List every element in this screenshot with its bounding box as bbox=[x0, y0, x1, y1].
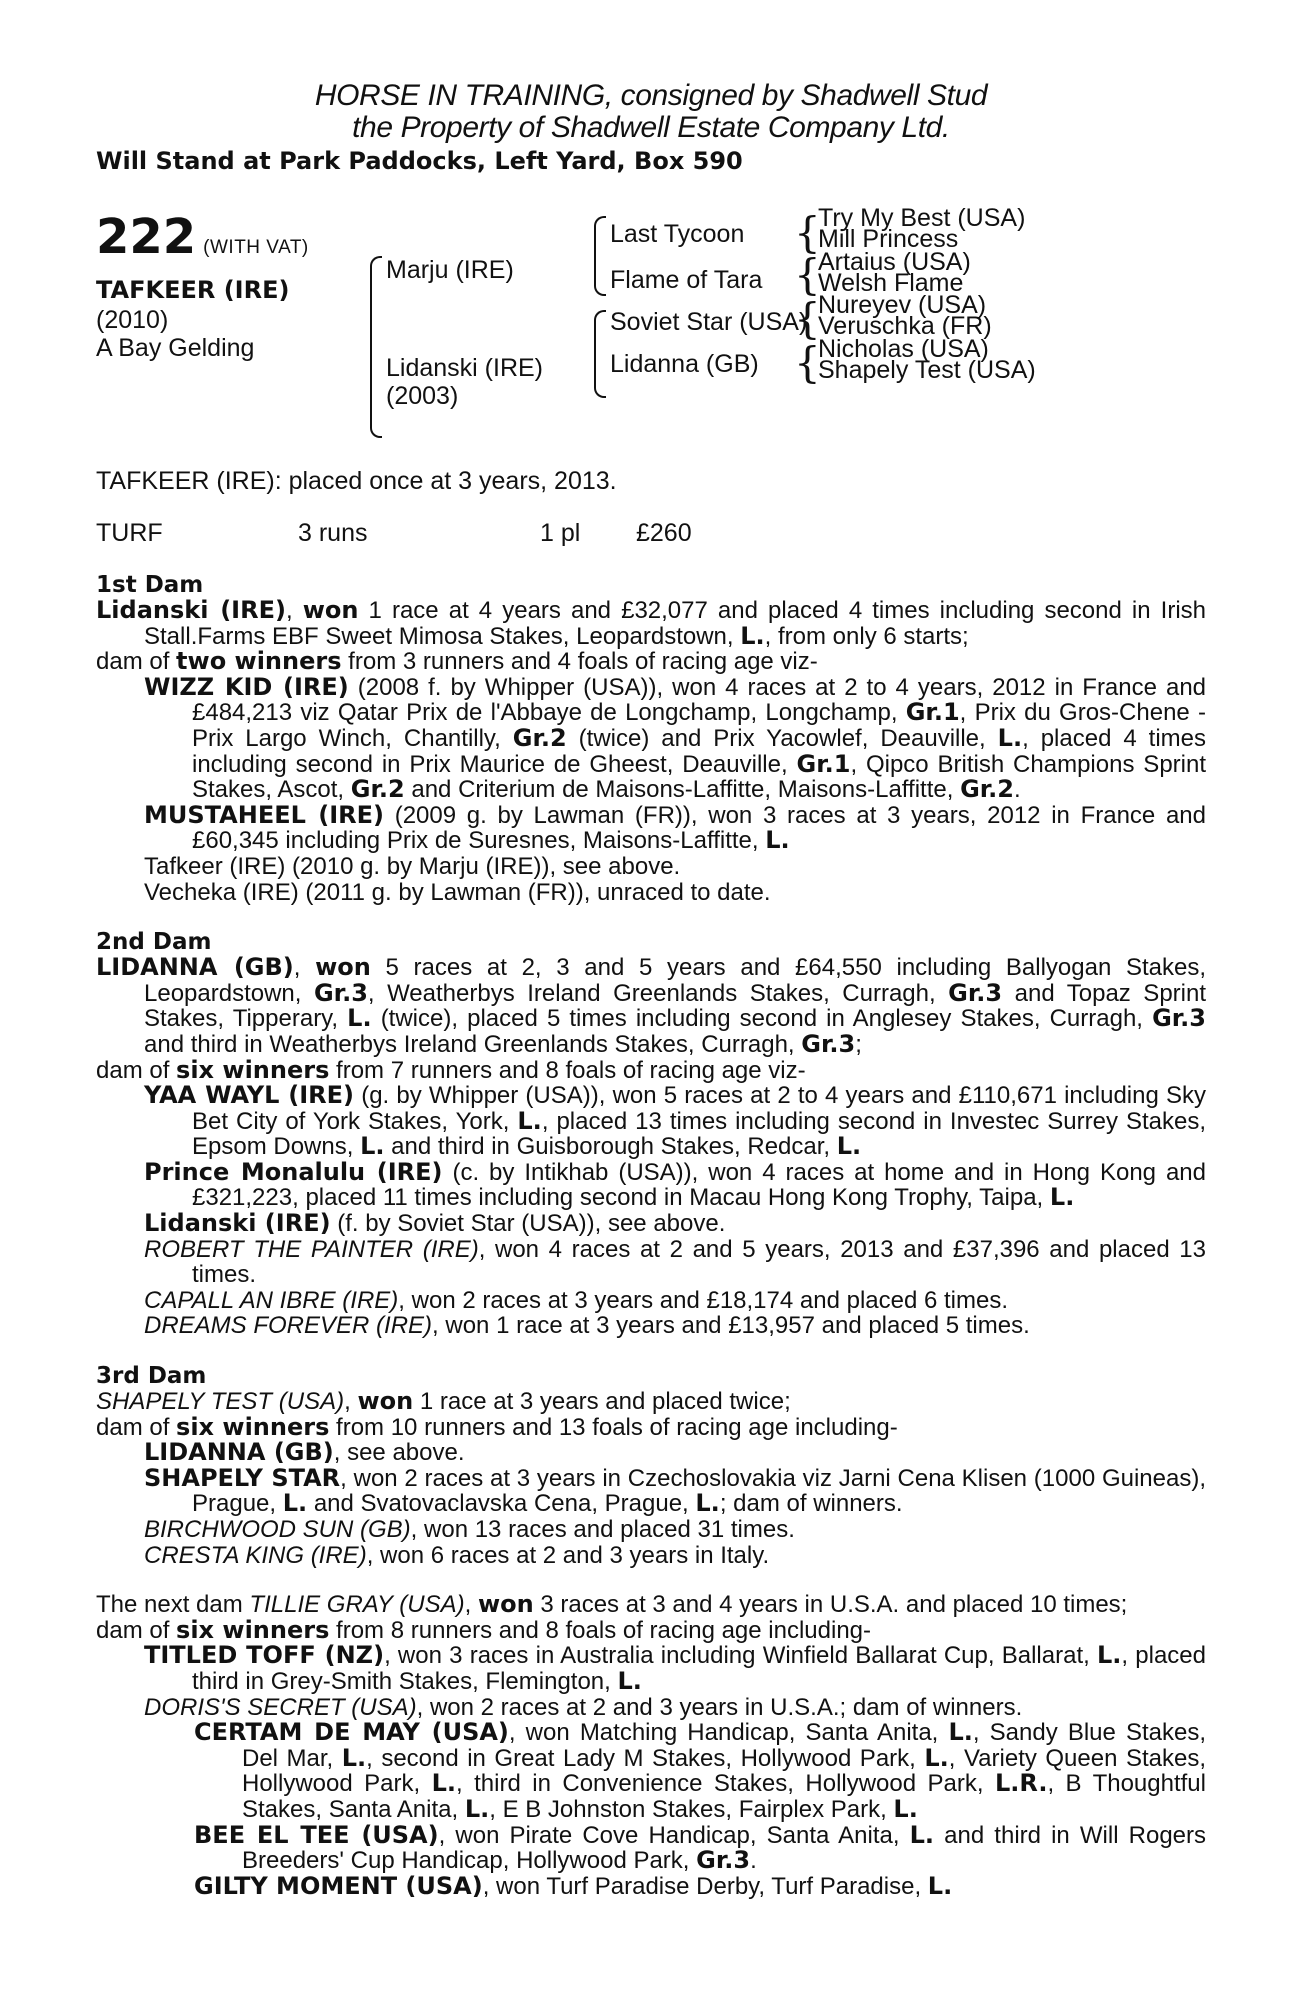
bold-text: LIDANNA (GB) bbox=[144, 1438, 334, 1467]
produce-entry bbox=[96, 1463, 1206, 1518]
bold-text: Gr.3 bbox=[696, 1846, 751, 1875]
text-run: and third in Will Rogers Breeders' Cup Handicap, Hollywood Park, bbox=[242, 1821, 1207, 1875]
bold-text: L. bbox=[909, 1820, 935, 1849]
bold-text: L. bbox=[765, 826, 790, 855]
text-run: , B Thoughtful Stakes, Santa Anita, bbox=[242, 1770, 1206, 1823]
text-run: , from only 6 starts; bbox=[764, 622, 969, 650]
bold-text: LIDANNA (GB) bbox=[96, 953, 294, 982]
bold-text: L. bbox=[893, 1794, 918, 1823]
text-run: , third in Convenience Stakes, Hollywood Park, bbox=[456, 1770, 995, 1798]
produce-entry bbox=[96, 1695, 1206, 1721]
ggp-4: Welsh Flame bbox=[818, 269, 964, 297]
text-run: dam of bbox=[96, 1056, 177, 1084]
text-run: , won Turf Paradise Derby, Turf Paradise, bbox=[482, 1872, 928, 1900]
text-run: and Svatovaclavska Cena, Prague, bbox=[307, 1490, 696, 1518]
text-run: , placed 13 times including second in Investec Surrey Stakes, Epsom Downs, bbox=[192, 1107, 1206, 1161]
text-run: The next dam bbox=[96, 1591, 250, 1619]
produce-entry bbox=[96, 1871, 1206, 1900]
text-run: and third in Guisborough Stakes, Redcar, bbox=[384, 1133, 837, 1161]
bold-text: Gr.3 bbox=[948, 978, 1003, 1007]
bold-text: YAA WAYL (IRE) bbox=[144, 1081, 355, 1110]
text-run: (2008 f. by Whipper (USA)), won 4 races at 2 to 4 years, 2012 in France and £484,213 viz Qatar Prix de l'Abbaye de Longchamp, Longchamp, bbox=[192, 673, 1207, 727]
text-run: . bbox=[750, 1847, 757, 1875]
produce-entry bbox=[96, 1615, 1206, 1644]
bold-text: L. bbox=[517, 1106, 542, 1135]
produce-entry bbox=[96, 1237, 1206, 1288]
dam-year: (2003) bbox=[386, 382, 459, 410]
bold-text: L. bbox=[617, 1666, 642, 1695]
text-run: 1 race at 4 years and £32,077 and placed 4 times including second in Irish Stall.Farms EBF Sweet Mimosa Stakes, Leopardstown, bbox=[144, 597, 1207, 650]
produce-entry bbox=[96, 955, 1206, 1057]
race-summary: TAFKEER (IRE): placed once at 3 years, 2013. bbox=[96, 467, 617, 495]
bold-text: L. bbox=[431, 1769, 457, 1798]
produce-entry bbox=[96, 1720, 1206, 1822]
grandsire-maternal: Soviet Star (USA) bbox=[610, 308, 808, 336]
vat-note: (WITH VAT) bbox=[203, 237, 309, 258]
dam-section bbox=[96, 929, 1206, 1339]
produce-entry bbox=[96, 1389, 1206, 1415]
turf-label: TURF bbox=[96, 519, 163, 547]
brace-glyph: { bbox=[794, 338, 821, 387]
ggp-7: Nicholas (USA) bbox=[818, 335, 989, 363]
text-run: , bbox=[464, 1591, 478, 1619]
bold-text: L. bbox=[948, 1718, 973, 1747]
turf-placings: 1 pl bbox=[540, 519, 581, 547]
produce-record bbox=[96, 572, 1206, 1899]
bold-text: Gr.3 bbox=[1152, 1004, 1206, 1033]
produce-entry bbox=[96, 1157, 1206, 1212]
bold-text: Gr.1 bbox=[796, 749, 851, 778]
dam: Lidanski (IRE) bbox=[386, 354, 543, 382]
text-run: dam of bbox=[96, 1413, 177, 1441]
text-run: , Prix du Gros-Chene - Prix Largo Winch, Chantilly, bbox=[192, 699, 1206, 752]
produce-entry bbox=[96, 1820, 1207, 1875]
ggp-8: Shapely Test (USA) bbox=[818, 356, 1036, 384]
foaling-year: (2010) bbox=[96, 306, 169, 334]
produce-entry bbox=[96, 598, 1206, 649]
turf-record bbox=[96, 518, 1206, 548]
text-run: , Qipco British Champions Sprint Stakes, Ascot, bbox=[192, 750, 1207, 804]
granddam-paternal: Flame of Tara bbox=[610, 266, 763, 294]
bold-text: L. bbox=[347, 1004, 372, 1033]
produce-entry bbox=[96, 1412, 1206, 1441]
text-run: , won 2 races at 3 years in Czechoslovakia viz Jarni Cena Klisen (1000 Guineas), Prague, bbox=[192, 1464, 1206, 1518]
produce-entry bbox=[96, 800, 1206, 855]
produce-entry bbox=[96, 854, 1206, 880]
bold-text: L. bbox=[695, 1489, 720, 1518]
produce-entry bbox=[96, 672, 1207, 804]
bold-text: WIZZ KID (IRE) bbox=[144, 672, 349, 701]
produce-entry bbox=[96, 1643, 1206, 1694]
grandsire-paternal: Last Tycoon bbox=[610, 220, 745, 248]
bold-text: Lidanski (IRE) bbox=[96, 596, 286, 624]
horse-description: A Bay Gelding bbox=[96, 334, 255, 362]
text-run: and Criterium de Maisons-Laffitte, Maisons-Laffitte, bbox=[404, 776, 961, 804]
text-run: Tafkeer (IRE) (2010 g. by Marju (IRE)), see above. bbox=[144, 852, 681, 880]
consignor-line: HORSE IN TRAINING, consigned by Shadwell Stud bbox=[314, 79, 988, 112]
owner-line: the Property of Shadwell Estate Company Ltd. bbox=[352, 111, 950, 144]
horse-name: TAFKEER (IRE) bbox=[96, 276, 290, 304]
ggp-2: Mill Princess bbox=[818, 225, 959, 253]
text-run: Vecheka (IRE) (2011 g. by Lawman (FR)), unraced to date. bbox=[144, 878, 771, 906]
stand-location: Will Stand at Park Paddocks, Left Yard, Box 590 bbox=[96, 147, 743, 175]
bold-text: L. bbox=[836, 1132, 862, 1161]
bold-text: won bbox=[477, 1590, 534, 1619]
text-run: . bbox=[1014, 776, 1021, 804]
text-run: , won 3 races in Australia including Winfield Ballarat Cup, Ballarat, bbox=[384, 1642, 1097, 1670]
text-run: from 10 runners and 13 foals of racing age including- bbox=[329, 1413, 898, 1441]
brace-glyph: { bbox=[794, 208, 821, 257]
text-run: , see above. bbox=[333, 1439, 465, 1467]
italic-text: BIRCHWOOD SUN (GB) bbox=[144, 1516, 411, 1543]
bold-text: won bbox=[315, 953, 371, 982]
italic-text: SHAPELY TEST (USA) bbox=[96, 1388, 345, 1416]
text-run: 5 races at 2, 3 and 5 years and £64,550 including Ballyogan Stakes, Leopardstown, bbox=[144, 954, 1206, 1007]
section-title: 1st Dam bbox=[96, 572, 204, 598]
text-run: , won 2 races at 2 and 3 years in U.S.A.; dam of winners. bbox=[416, 1693, 1023, 1721]
text-run: , Sandy Blue Stakes, Del Mar, bbox=[242, 1719, 1207, 1772]
turf-runs: 3 runs bbox=[298, 519, 368, 547]
produce-entry bbox=[96, 1055, 1206, 1084]
italic-text: DREAMS FOREVER (IRE) bbox=[144, 1312, 433, 1340]
produce-entry bbox=[96, 1083, 1206, 1160]
text-run: (twice) and Prix Yacowlef, Deauville, bbox=[566, 724, 998, 752]
bold-text: won bbox=[302, 596, 359, 624]
text-run: (f. by Soviet Star (USA)), see above. bbox=[330, 1210, 726, 1238]
bold-text: L. bbox=[282, 1489, 308, 1518]
bold-text: CERTAM DE MAY (USA) bbox=[194, 1718, 509, 1747]
text-run: , won Matching Handicap, Santa Anita, bbox=[508, 1719, 949, 1747]
granddam-maternal: Lidanna (GB) bbox=[610, 350, 759, 378]
italic-text: CAPALL AN IBRE (IRE) bbox=[144, 1286, 399, 1314]
dam-section bbox=[96, 1363, 1206, 1568]
produce-entry bbox=[96, 1440, 1206, 1466]
ggp-6: Veruschka (FR) bbox=[818, 312, 992, 340]
text-run: dam of bbox=[96, 648, 177, 676]
text-run: (c. by Intikhab (USA)), won 4 races at home and in Hong Kong and £321,223, placed 11 times including second in Macau Hong Kong Trophy, Taipa, bbox=[192, 1158, 1206, 1212]
bold-text: won bbox=[357, 1387, 414, 1416]
italic-text: CRESTA KING (IRE) bbox=[144, 1541, 367, 1569]
italic-text: TILLIE GRAY (USA) bbox=[249, 1591, 465, 1619]
text-run: and third in Weatherbys Ireland Greenlands Stakes, Curragh, bbox=[144, 1030, 802, 1058]
produce-entry bbox=[96, 1543, 1206, 1569]
text-run: , Variety Queen Stakes, Hollywood Park, bbox=[242, 1744, 1206, 1798]
bold-text: Gr.1 bbox=[905, 698, 960, 727]
text-run: , won 13 races and placed 31 times. bbox=[410, 1516, 795, 1543]
text-run: ; dam of winners. bbox=[719, 1490, 903, 1518]
bold-text: L. bbox=[927, 1871, 953, 1900]
text-run: , won 4 races at 2 and 5 years, 2013 and £37,396 and placed 13 times. bbox=[192, 1235, 1207, 1289]
bold-text: L. bbox=[924, 1743, 949, 1772]
bold-text: Gr.2 bbox=[512, 723, 567, 752]
text-run: , bbox=[344, 1388, 358, 1416]
text-run: (twice), placed 5 times including second in Anglesey Stakes, Curragh, bbox=[371, 1005, 1153, 1033]
text-run: , won 1 race at 3 years and £13,957 and placed 5 times. bbox=[432, 1312, 1030, 1340]
text-run: from 7 runners and 8 foals of racing age viz- bbox=[329, 1056, 806, 1084]
produce-entry bbox=[96, 1288, 1206, 1314]
bold-text: SHAPELY STAR bbox=[144, 1463, 341, 1492]
text-run: , second in Great Lady M Stakes, Hollywood Park, bbox=[366, 1744, 925, 1772]
produce-entry bbox=[96, 1592, 1206, 1618]
brace-glyph: { bbox=[794, 250, 821, 299]
text-run: , Weatherbys Ireland Greenlands Stakes, Curragh, bbox=[367, 979, 949, 1007]
dam-line-brace bbox=[594, 310, 606, 398]
text-run: , bbox=[293, 954, 316, 982]
bold-text: L. bbox=[360, 1132, 385, 1161]
text-run: and Topaz Sprint Stakes, Tipperary, bbox=[144, 979, 1207, 1033]
text-run: dam of bbox=[96, 1616, 177, 1644]
bold-text: L. bbox=[740, 621, 765, 650]
text-run: from 3 runners and 4 foals of racing age viz- bbox=[341, 648, 818, 676]
ggp-5: Nureyev (USA) bbox=[818, 291, 987, 319]
bold-text: six winners bbox=[176, 1615, 330, 1644]
text-run: , E B Johnston Stakes, Fairplex Park, bbox=[489, 1795, 894, 1823]
bold-text: Gr.3 bbox=[313, 978, 368, 1007]
bold-text: MUSTAHEEL (IRE) bbox=[144, 800, 385, 829]
bold-text: L. bbox=[464, 1794, 490, 1823]
bold-text: TITLED TOFF (NZ) bbox=[144, 1641, 385, 1670]
text-run: , placed 4 times including second in Prix Maurice de Gheest, Deauville, bbox=[192, 724, 1206, 778]
brace-glyph: { bbox=[794, 294, 821, 343]
bold-text: GILTY MOMENT (USA) bbox=[194, 1871, 483, 1900]
bold-text: Gr.2 bbox=[350, 775, 405, 804]
sire: Marju (IRE) bbox=[386, 256, 514, 284]
produce-entry bbox=[96, 1313, 1206, 1339]
sire-line-brace bbox=[594, 216, 606, 296]
bold-text: L. bbox=[341, 1743, 367, 1772]
text-run: 3 races at 3 and 4 years in U.S.A. and placed 10 times; bbox=[533, 1591, 1128, 1619]
lot-number: 222 bbox=[96, 209, 197, 265]
bold-text: L.R. bbox=[995, 1769, 1048, 1798]
bold-text: Lidanski (IRE) bbox=[144, 1209, 331, 1238]
bold-text: L. bbox=[1049, 1183, 1075, 1212]
text-run: (2009 g. by Lawman (FR)), won 3 races at 3 years, 2012 in France and £60,345 including Prix de Suresnes, Maisons-Laffitte, bbox=[192, 801, 1206, 855]
section-title: 3rd Dam bbox=[96, 1363, 207, 1390]
dam-section bbox=[96, 572, 1206, 905]
bold-text: Prince Monalulu (IRE) bbox=[144, 1157, 443, 1186]
text-run: , placed third in Grey-Smith Stakes, Flemington, bbox=[192, 1642, 1207, 1695]
text-run: from 8 runners and 8 foals of racing age including- bbox=[329, 1616, 872, 1644]
bold-text: two winners bbox=[176, 647, 342, 676]
produce-entry bbox=[96, 880, 1206, 906]
produce-entry bbox=[96, 1211, 1206, 1237]
text-run: (g. by Whipper (USA)), won 5 races at 2 to 4 years and £110,671 including Sky Bet City of York Stakes, York, bbox=[192, 1082, 1207, 1135]
bold-text: L. bbox=[1096, 1641, 1122, 1670]
bold-text: six winners bbox=[176, 1055, 330, 1084]
catalogue-page bbox=[96, 80, 1206, 1899]
dam-section bbox=[96, 1592, 1206, 1899]
text-run: , won Pirate Cove Handicap, Santa Anita, bbox=[438, 1821, 910, 1849]
bold-text: L. bbox=[997, 723, 1023, 752]
bold-text: BEE EL TEE (USA) bbox=[194, 1820, 439, 1849]
produce-entry bbox=[96, 1517, 1206, 1543]
section-title: 2nd Dam bbox=[96, 929, 212, 956]
ggp-3: Artaius (USA) bbox=[818, 248, 971, 276]
lot-heading bbox=[96, 209, 309, 265]
text-run: , won 6 races at 2 and 3 years in Italy. bbox=[366, 1541, 770, 1569]
italic-text: DORIS'S SECRET (USA) bbox=[144, 1693, 417, 1721]
sire-dam-brace bbox=[370, 256, 382, 438]
turf-earnings: £260 bbox=[636, 519, 692, 547]
text-run: ; bbox=[855, 1030, 862, 1058]
bold-text: Gr.2 bbox=[960, 775, 1014, 804]
italic-text: ROBERT THE PAINTER (IRE) bbox=[144, 1235, 479, 1263]
pedigree-block bbox=[96, 204, 1206, 452]
produce-entry bbox=[96, 649, 1206, 675]
text-run: 1 race at 3 years and placed twice; bbox=[413, 1388, 791, 1416]
bold-text: six winners bbox=[176, 1412, 330, 1441]
ggp-1: Try My Best (USA) bbox=[818, 204, 1026, 232]
bold-text: Gr.3 bbox=[801, 1029, 856, 1058]
text-run: , won 2 races at 3 years and £18,174 and placed 6 times. bbox=[398, 1286, 1009, 1314]
text-run: , bbox=[285, 597, 303, 624]
